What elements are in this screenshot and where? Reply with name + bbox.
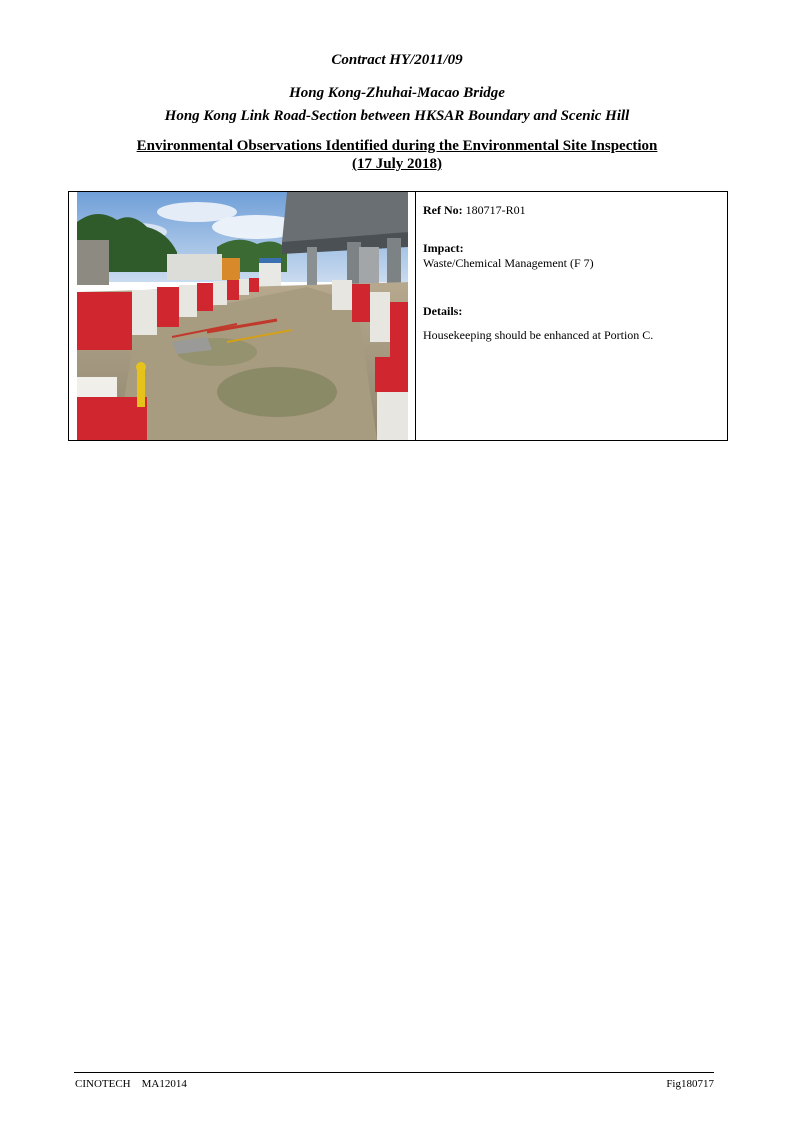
footer-figure-number: Fig180717 xyxy=(666,1078,714,1090)
observation-details xyxy=(423,192,723,440)
impact-block xyxy=(423,241,594,271)
impact-value: Waste/Chemical Management (F 7) xyxy=(423,256,594,270)
site-photo xyxy=(77,192,408,440)
project-section: Hong Kong Link Road-Section between HKSAR Boundary and Scenic Hill xyxy=(164,108,630,124)
details-label: Details: xyxy=(423,304,463,318)
ref-label: Ref No: xyxy=(423,203,463,217)
photo-cell xyxy=(69,192,416,440)
document-title xyxy=(0,137,794,173)
document-title-line1: Environmental Observations Identified during the Environmental Site Inspection xyxy=(136,138,658,154)
footer-divider xyxy=(74,1072,714,1073)
details-value: Housekeeping should be enhanced at Portion C. xyxy=(423,328,654,342)
contract-number: Contract HY/2011/09 xyxy=(331,52,463,68)
impact-label: Impact: xyxy=(423,241,464,255)
footer-company: CINOTECH MA12014 xyxy=(75,1078,187,1090)
project-name: Hong Kong-Zhuhai-Macao Bridge xyxy=(289,85,505,101)
observation-table xyxy=(68,191,728,441)
ref-value: 180717-R01 xyxy=(465,203,526,217)
document-title-date: (17 July 2018) xyxy=(352,156,442,172)
ref-number xyxy=(423,203,526,218)
